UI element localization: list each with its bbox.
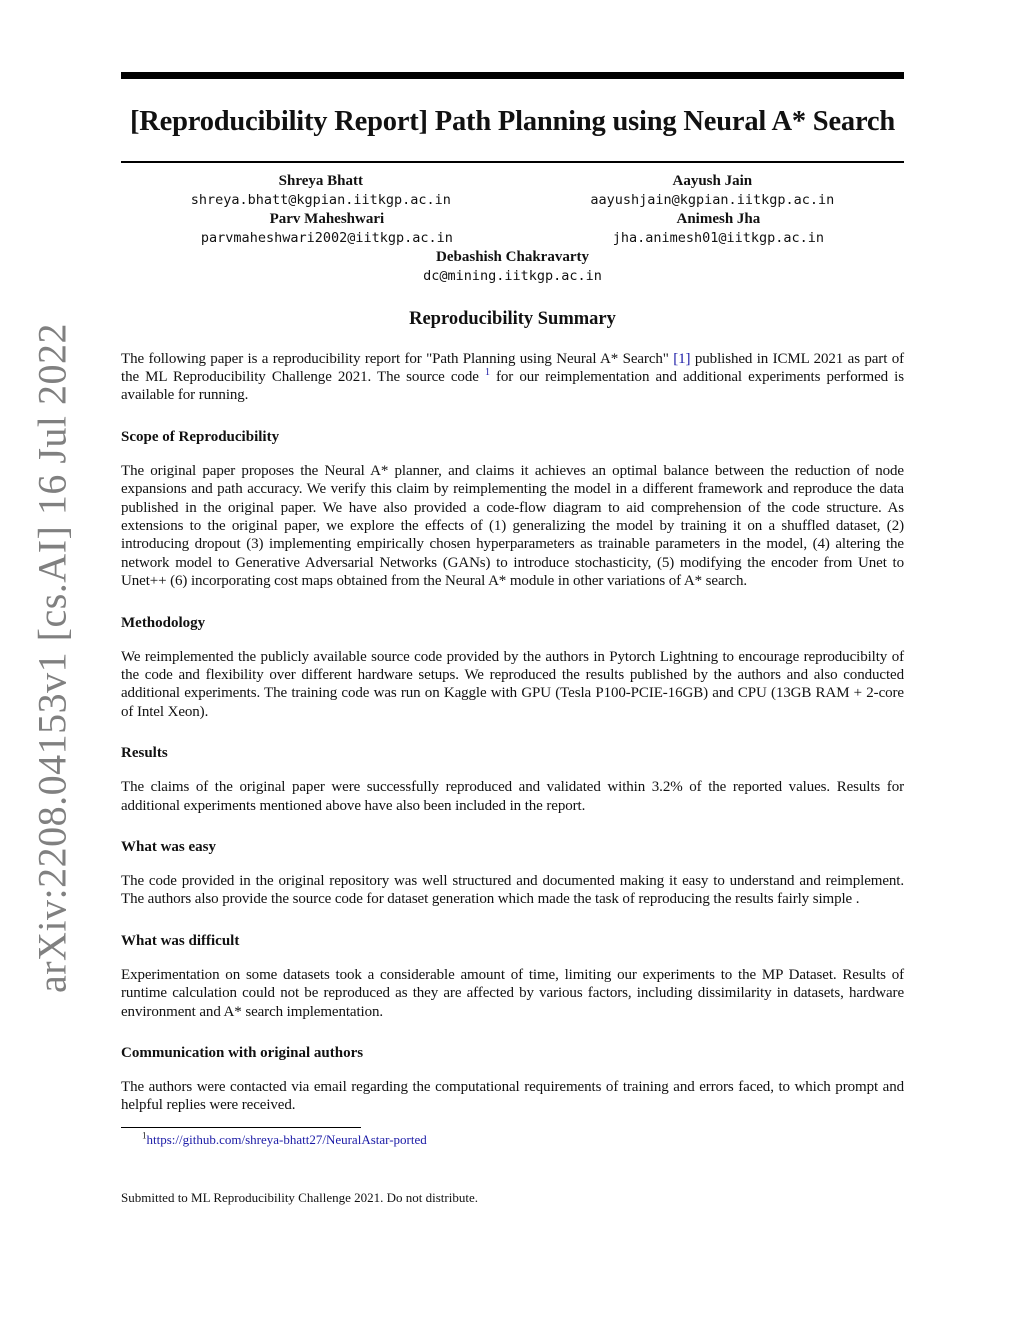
intro-text: for our reimplementation and additional experiments performed is available for running. <box>121 368 904 404</box>
author-name: Debashish Chakravarty <box>436 248 589 265</box>
footnote <box>121 1132 904 1148</box>
footnote-rule <box>121 1127 361 1128</box>
arxiv-identifier: arXiv:2208.04153v1 [cs.AI] 16 Jul 2022 <box>29 322 75 994</box>
footnote-number: 1 <box>142 1130 147 1141</box>
author-email[interactable]: parvmaheshwari2002@iitkgp.ac.in <box>200 229 453 246</box>
footnote-marker[interactable]: 1 <box>484 366 490 378</box>
author <box>201 210 453 248</box>
citation-link[interactable]: [1] <box>673 350 691 367</box>
author-email[interactable]: shreya.bhatt@kgpian.iitkgp.ac.in <box>190 191 451 208</box>
author <box>423 248 602 286</box>
intro-paragraph <box>121 350 904 405</box>
top-rule <box>121 72 904 79</box>
page-footer: Submitted to ML Reproducibility Challenge 2021. Do not distribute. <box>121 1189 478 1205</box>
section-heading-communication: Communication with original authors <box>121 1045 364 1062</box>
author-block <box>121 172 904 286</box>
author <box>191 172 451 210</box>
author-row <box>121 248 904 286</box>
author-email[interactable]: aayushjain@kgpian.iitkgp.ac.in <box>590 191 835 208</box>
author-row <box>121 172 904 210</box>
intro-text: published in ICML 2021 as part of the ML Reproducibility Challenge 2021. The source code <box>121 350 904 385</box>
author-name: Animesh Jha <box>676 210 761 227</box>
section-heading-scope: Scope of Reproducibility <box>121 428 280 445</box>
section-heading-methodology: Methodology <box>121 614 206 631</box>
section-heading-easy: What was easy <box>121 839 217 855</box>
author-email[interactable]: dc@mining.iitkgp.ac.in <box>423 267 602 284</box>
section-text-methodology: We reimplemented the publicly available source code provided by the authors in Pytorch Lightning to encourage reproducibilty of the code and flexibility over different hardware setups. We reproduced the results published by the authors and also conducted additional experiments. The training code was run on Kaggle with GPU (Tesla P100-PCIE-16GB) and CPU (13GB RAM + 2-core of Intel Xeon). <box>121 648 904 720</box>
section-text-easy: The code provided in the original repository was well structured and documented making it easy to understand and reimplement. The authors also provide the source code for dataset generation which made the task of reproducing the results fairly simple . <box>121 873 904 908</box>
section-text-communication: The authors were contacted via email regarding the computational requirements of training and errors faced, to which prompt and helpful replies were received. <box>121 1079 904 1114</box>
intro-text: The following paper is a reproducibility report for "Path Planning using Neural A* Search" <box>121 350 674 367</box>
section-heading-difficult: What was difficult <box>121 932 240 949</box>
summary-heading: Reproducibility Summary <box>409 308 616 329</box>
author-name: Aayush Jain <box>672 172 753 189</box>
section-text-results: The claims of the original paper were successfully reproduced and validated within 3.2% of the reported values. Results for additional experiments mentioned above have also been included in the report. <box>121 779 904 814</box>
section-text-difficult: Experimentation on some datasets took a considerable amount of time, limiting our experiments to the MP Dataset. Results of runtime calculation could not be reproduced as they are affected by various factors, including dissimilarity in datasets, hardware environment and A* search implementation. <box>121 966 904 1020</box>
author-email[interactable]: jha.animesh01@iitkgp.ac.in <box>612 229 825 246</box>
author <box>613 210 824 248</box>
repo-link[interactable]: https://github.com/shreya-bhatt27/NeuralAstar-ported <box>146 1131 427 1147</box>
paper-page <box>121 72 904 1206</box>
paper-title: [Reproducibility Report] Path Planning using Neural A* Search <box>129 106 895 137</box>
author-name: Shreya Bhatt <box>278 172 363 189</box>
section-heading-results: Results <box>121 745 168 762</box>
title-rule <box>121 161 904 163</box>
author <box>590 172 834 210</box>
author-row <box>121 210 904 248</box>
section-text-scope: The original paper proposes the Neural A* planner, and claims it achieves an optimal balance between the reduction of node expansions and path accuracy. We verify this claim by reimplementing the model in a different framework and reproduce the data published in the original paper. We have also provided a code-flow diagram to aid comprehension of the code structure. As extensions to the original paper, we explore the effects of (1) generalizing the model by training it on a shuffled dataset, (2) introducing dropout (3) implementing empirically chosen hyperparameters as trainable parameters in the model, (4) altering the network model to Generative Adversarial Networks (GANs) to introduce stochasticity, (5) modifying the encoder from Unet to Unet++ (6) incorporating cost maps obtained from the Neural A* module in other variations of A* search. <box>121 462 904 590</box>
author-name: Parv Maheshwari <box>269 210 385 227</box>
